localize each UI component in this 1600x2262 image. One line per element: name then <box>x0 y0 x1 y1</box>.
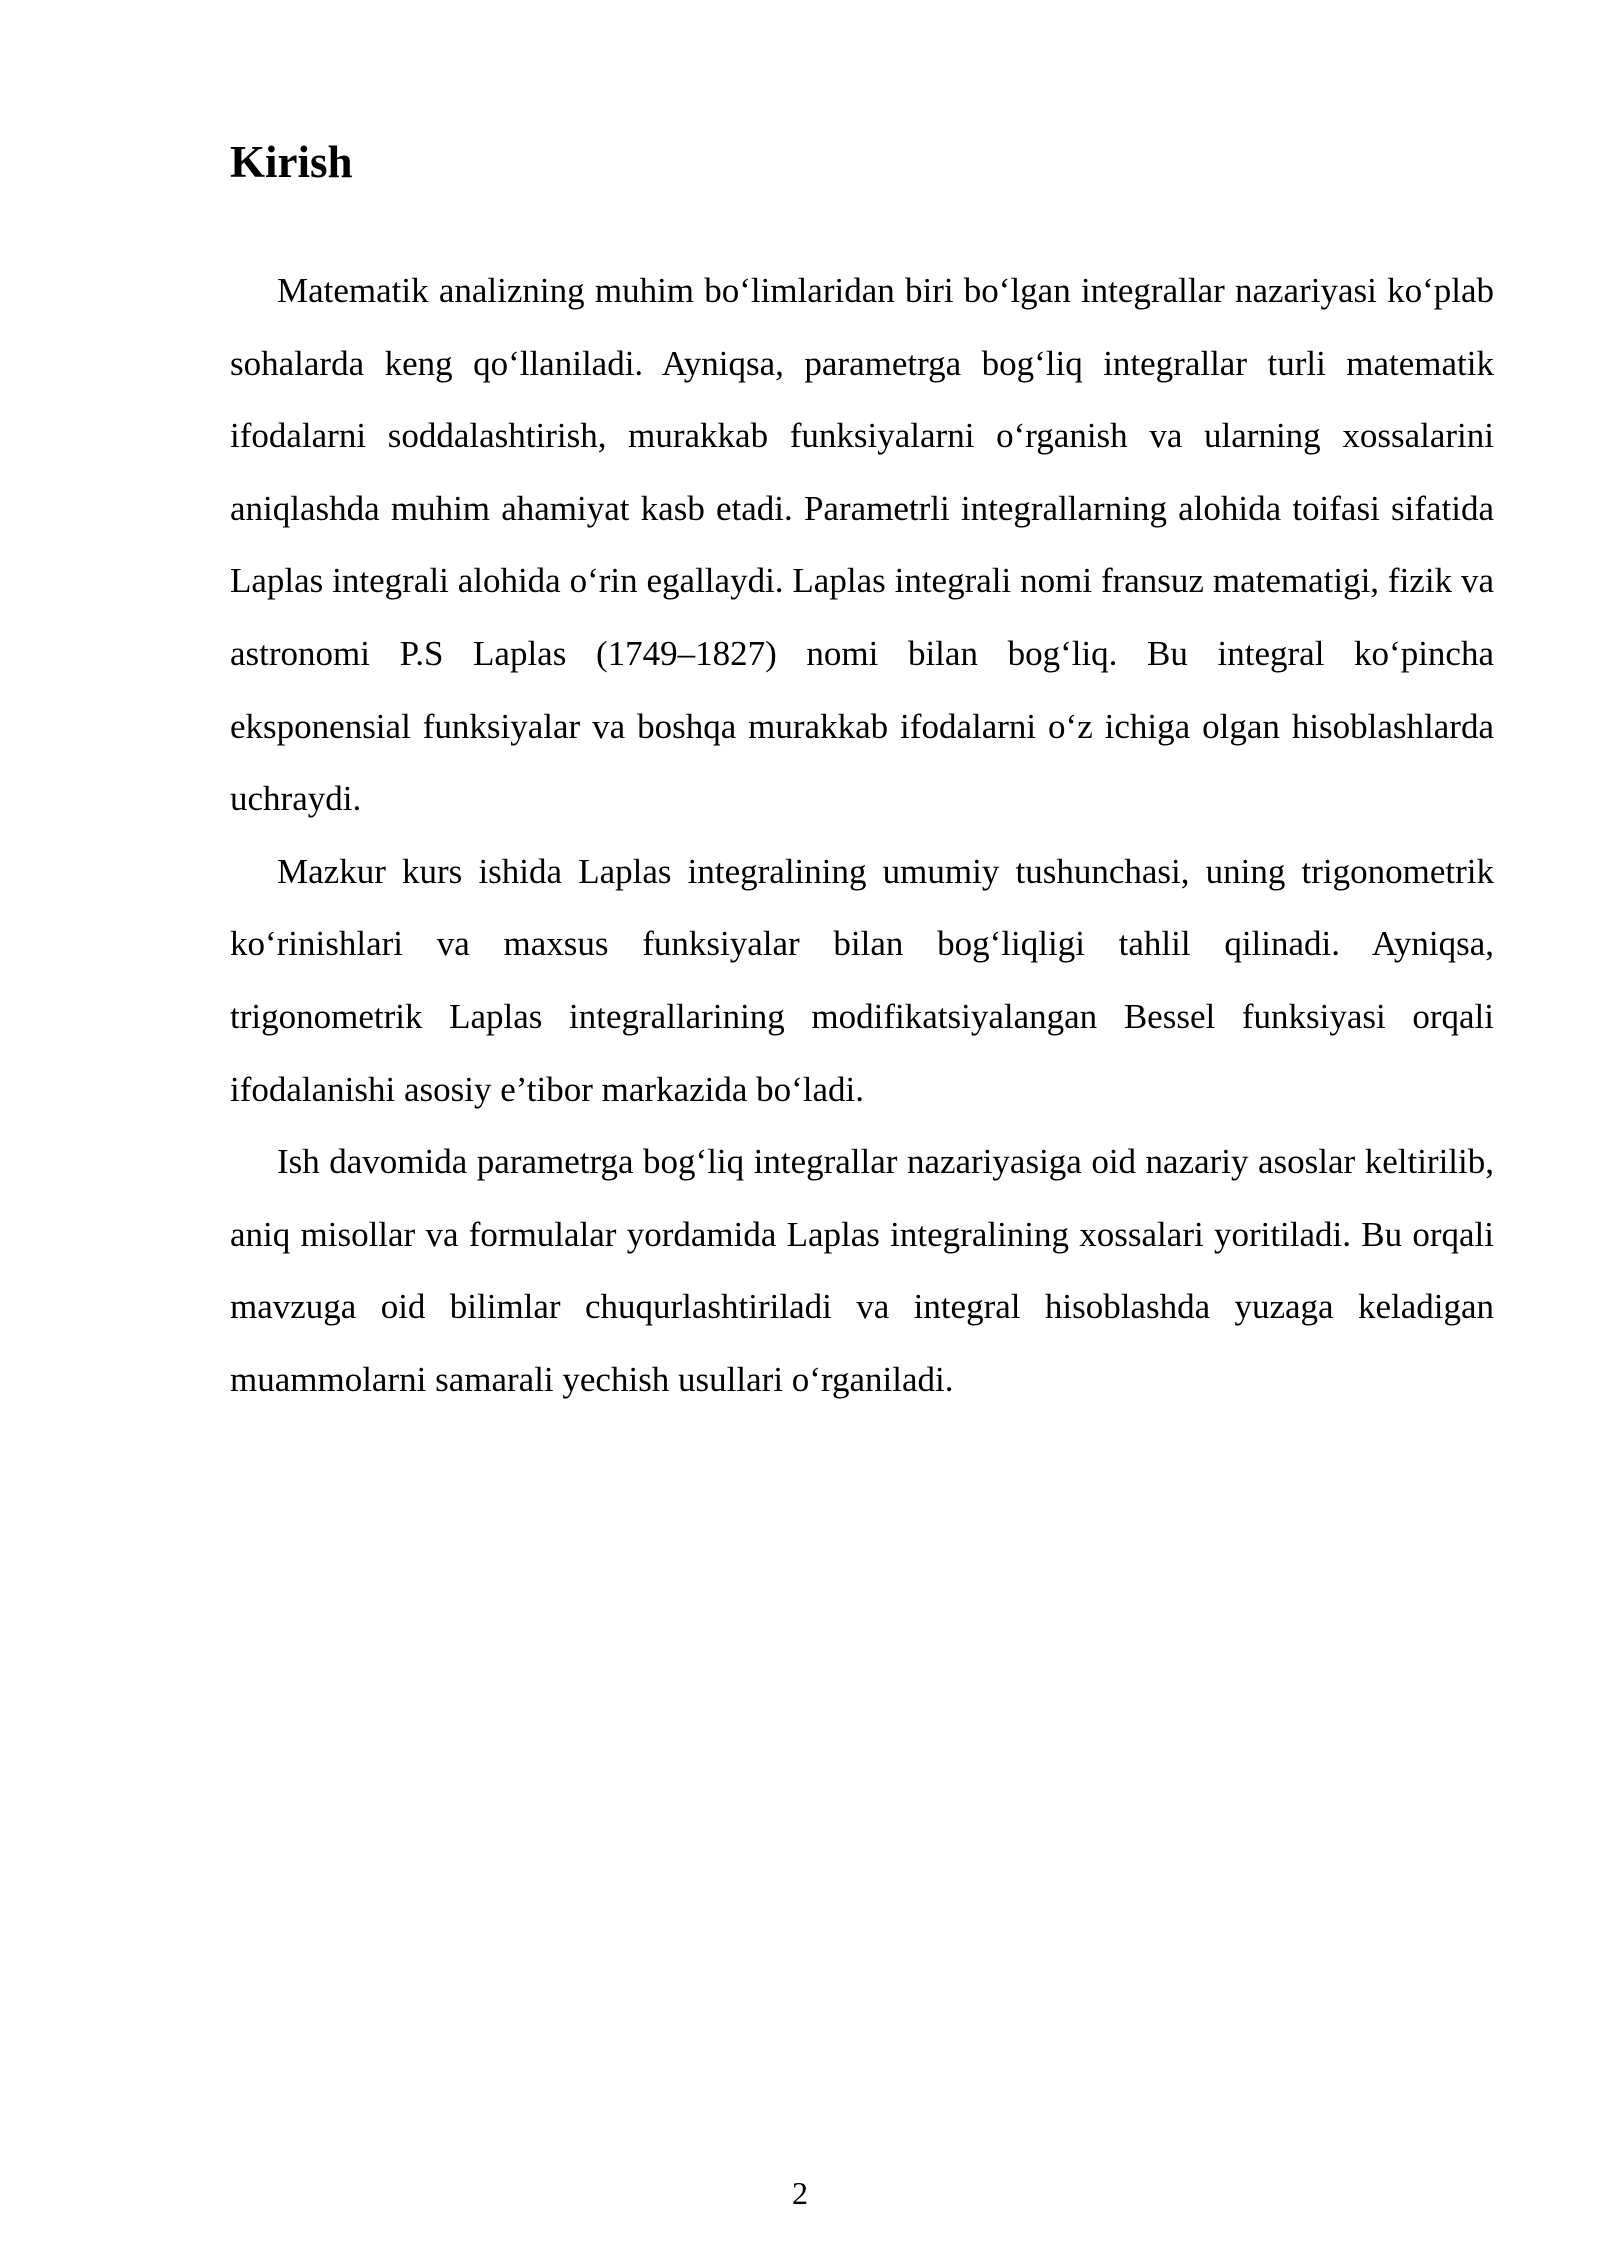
page-number: 2 <box>792 2175 808 2211</box>
body-text <box>230 255 1494 1417</box>
paragraph-1: Matematik analizning muhim bo‘limlaridan biri bo‘lgan integrallar nazariyasi ko‘plab sohalarda keng qo‘llaniladi. Ayniqsa, parametrga bog‘liq integrallar turli matematik ifodalarni soddalashtirish, murakkab funksiyalarni o‘rganish va ularning xossalarini aniqlashda muhim ahamiyat kasb etadi. Parametrli integrallarning alohida toifasi sifatida Laplas integrali alohida o‘rin egallaydi. Laplas integrali nomi fransuz matematigi, fizik va astronomi P.S Laplas (1749–1827) nomi bilan bog‘liq. Bu integral ko‘pincha eksponensial funksiyalar va boshqa murakkab ifodalarni o‘z ichiga olgan hisoblashlarda uchraydi. <box>230 271 1494 819</box>
paragraph-2: Mazkur kurs ishida Laplas integralining umumiy tushunchasi, uning trigonometrik ko‘rinishlari va maxsus funksiyalar bilan bog‘liqligi tahlil qilinadi. Ayniqsa, trigonometrik Laplas integrallarining modifikatsiyalangan Bessel funksiyasi orqali ifodalanishi asosiy e’tibor markazida bo‘ladi. <box>230 851 1494 1109</box>
section-heading: Kirish <box>230 137 353 187</box>
paragraph-3: Ish davomida parametrga bog‘liq integrallar nazariyasiga oid nazariy asoslar keltirilib, aniq misollar va formulalar yordamida Laplas integralining xossalari yoritiladi. Bu orqali mavzuga oid bilimlar chuqurlashtiriladi va integral hisoblashda yuzaga keladigan muammolarni samarali yechish usullari o‘rganiladi. <box>230 1142 1494 1399</box>
page-content <box>230 135 1494 1417</box>
